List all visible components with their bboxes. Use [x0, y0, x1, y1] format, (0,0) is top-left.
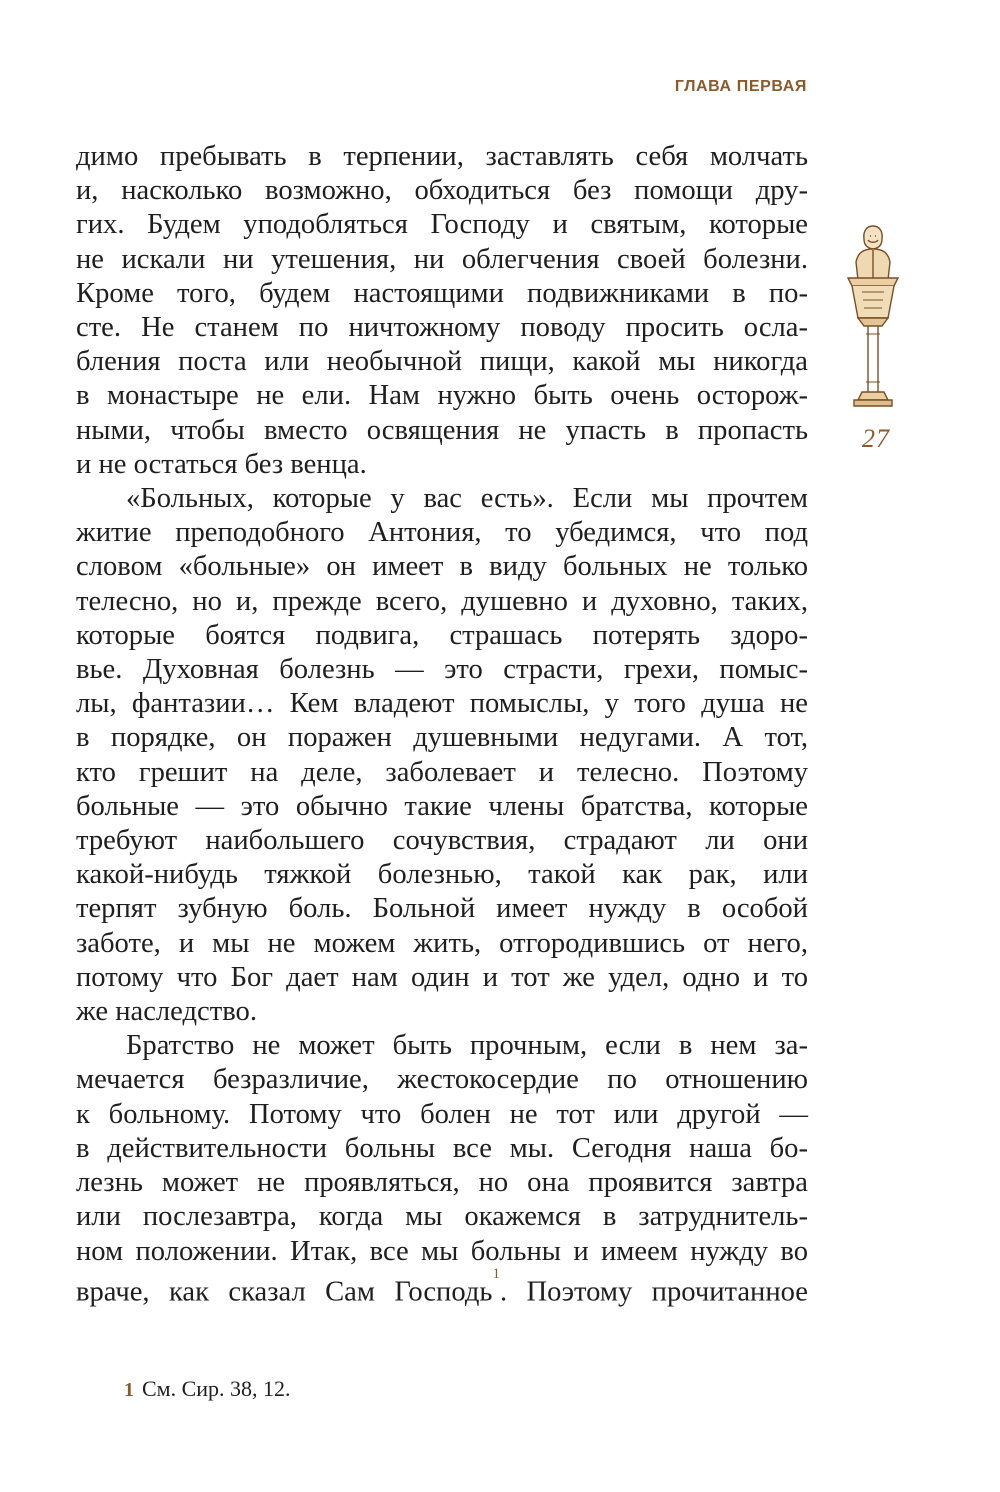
- text-segment: враче, как сказал Сам Господь: [76, 1276, 493, 1308]
- text-line: ными, чтобы вместо освящения не упасть в пропасть: [76, 414, 808, 446]
- monk-lectern-illustration: [842, 222, 904, 412]
- footnote: [124, 1376, 291, 1402]
- text-line: бления поста или необычной пищи, какой мы никогда: [76, 346, 808, 378]
- body-text: [76, 140, 808, 1309]
- text-line: кто грешит на деле, заболевает и телесно. Поэтому: [76, 756, 808, 788]
- paragraph-2: [76, 482, 808, 1029]
- text-line: или послезавтра, когда мы окажемся в затруднитель-: [76, 1201, 808, 1233]
- text-line: и, насколько возможно, обходиться без помощи дру-: [76, 175, 808, 207]
- text-line: сте. Не станем по ничтожному поводу просить осла-: [76, 312, 808, 344]
- text-line: враче, как сказал Сам Господь$^1$. Поэтому прочитанное: [76, 1265, 808, 1308]
- paragraph-1: [76, 140, 808, 482]
- text-segment: Поэтому прочитанное: [526, 1276, 808, 1308]
- text-line: больные — это обычно такие члены братства, которые: [76, 790, 808, 822]
- text-line: заботе, и мы не можем жить, отгородившись от него,: [76, 927, 808, 959]
- text-line: словом «больные» он имеет в виду больных не только: [76, 551, 808, 583]
- text-line: в монастыре не ели. Нам нужно быть очень осторож-: [76, 380, 808, 412]
- text-line: гих. Будем уподобляться Господу и святым, которые: [76, 209, 808, 241]
- footnote-reference[interactable]: 1: [492, 1265, 500, 1282]
- text-line: мечается безразличие, жестокосердие по отношению: [76, 1064, 808, 1096]
- paragraph-3: [76, 1029, 808, 1309]
- text-line: не искали ни утешения, ни облегчения своей болезни.: [76, 243, 808, 275]
- text-line: телесно, но и, прежде всего, душевно и духовно, таких,: [76, 585, 808, 617]
- text-line: же наследство.: [76, 996, 257, 1028]
- text-line: лезнь может не проявляться, но она проявится завтра: [76, 1167, 808, 1199]
- text-line: в действительности больны все мы. Сегодня наша бо-: [76, 1132, 808, 1164]
- text-line: житие преподобного Антония, то убедимся, что под: [76, 517, 808, 549]
- footnote-number: 1: [124, 1379, 134, 1401]
- text-line: терпят зубную боль. Больной имеет нужду в особой: [76, 893, 808, 925]
- text-line: в порядке, он поражен душевными недугами. А тот,: [76, 722, 808, 754]
- running-head: ГЛАВА ПЕРВАЯ: [674, 78, 807, 95]
- text-line: потому что Бог дает нам один и тот же удел, одно и то: [76, 961, 808, 993]
- text-line: «Больных, которые у вас есть». Если мы прочтем: [126, 483, 808, 515]
- text-line: Братство не может быть прочным, если в нем за-: [126, 1030, 808, 1062]
- text-line: ном положении. Итак, все мы больны и имеем нужду во: [76, 1235, 808, 1267]
- text-line: какой-нибудь тяжкой болезнью, такой как рак, или: [76, 859, 808, 891]
- text-line: которые боятся подвига, страшась потерять здоро-: [76, 619, 808, 651]
- text-line: к больному. Потому что болен не тот или другой —: [76, 1098, 808, 1130]
- text-line: требуют наибольшего сочувствия, страдают ли они: [76, 825, 808, 857]
- footnote-text: См. Сир. 38, 12.: [142, 1376, 291, 1401]
- page-number: 27: [862, 424, 890, 453]
- text-line: Кроме того, будем настоящими подвижниками в по-: [76, 277, 808, 309]
- text-line: и не остаться без венца.: [76, 448, 367, 480]
- text-line: вье. Духовная болезнь — это страсти, грехи, помыс-: [76, 654, 808, 686]
- text-line: димо пребывать в терпении, заставлять себя молчать: [76, 141, 808, 172]
- text-line: лы, фантазии… Кем владеют помыслы, у того душа не: [76, 688, 808, 720]
